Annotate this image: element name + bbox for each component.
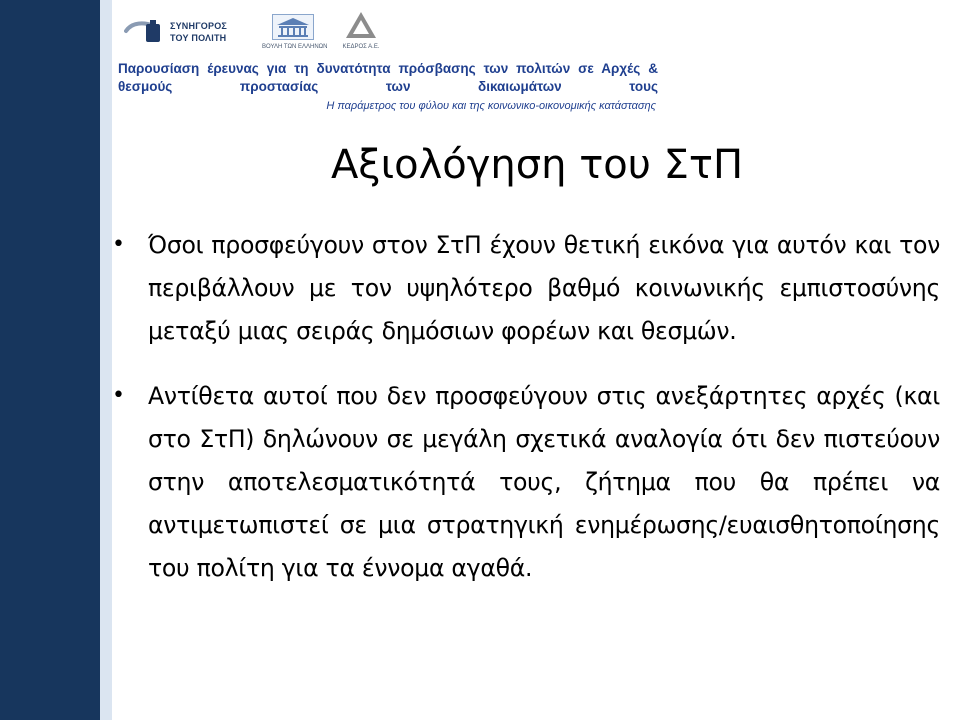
parliament-building-icon	[272, 14, 314, 40]
parliament-logo-label: ΒΟΥΛΗ ΤΩΝ ΕΛΛΗΝΩΝ	[262, 44, 328, 50]
kedros-triangle-icon	[344, 10, 378, 40]
header-title: Παρουσίαση έρευνας για τη δυνατότητα πρόσβασης των πολιτών σε Αρχές & θεσμούς προστασίας των δικαιωμάτων τους	[118, 61, 658, 94]
ombudsman-logo-line2: ΤΟΥ ΠΟΛΙΤΗ	[170, 33, 227, 43]
kedros-logo-label: ΚΕΔΡΟΣ Α.Ε.	[342, 44, 380, 50]
bullet-text: Όσοι προσφεύγουν στον ΣτΠ έχουν θετική εικόνα για αυτόν και τον περιβάλλουν με τον υψηλότερο βαθμό κοινωνικής εμπιστοσύνης μεταξύ μιας σειράς δημόσιων φορέων και θεσμών.	[148, 231, 940, 345]
sidebar-band	[0, 0, 100, 720]
slide-title: Αξιολόγηση του ΣτΠ	[330, 142, 744, 188]
bullet-text: Αντίθετα αυτοί που δεν προσφεύγουν στις ανεξάρτητες αρχές (και στο ΣτΠ) δηλώνουν σε μεγάλη σχετικά αναλογία ότι δεν πιστεύουν στην αποτελεσματικότητά τους, ζήτημα που θα πρέπει να αντιμετωπιστεί σε μια στρατηγική ενημέρωσης/ευαισθητοποίησης του πολίτη για τα έννομα αγαθά.	[148, 382, 940, 582]
bullet-list	[112, 224, 940, 612]
bullet-point-icon: •	[112, 383, 125, 408]
header-subtitle: Η παράμετρος του φύλου και της κοινωνικο-οικονομικής κατάστασης	[326, 100, 656, 112]
bullet-item	[112, 375, 940, 590]
ombudsman-logo-line1: ΣΥΝΗΓΟΡΟΣ	[170, 21, 228, 31]
ombudsman-logo	[120, 8, 250, 54]
sidebar-accent-strip	[100, 0, 112, 720]
bullet-point-icon: •	[112, 232, 125, 257]
parliament-logo	[262, 8, 328, 54]
kedros-logo	[336, 8, 386, 54]
ombudsman-logo-icon	[124, 18, 164, 44]
bullet-item	[112, 224, 940, 353]
header-banner	[114, 0, 662, 122]
